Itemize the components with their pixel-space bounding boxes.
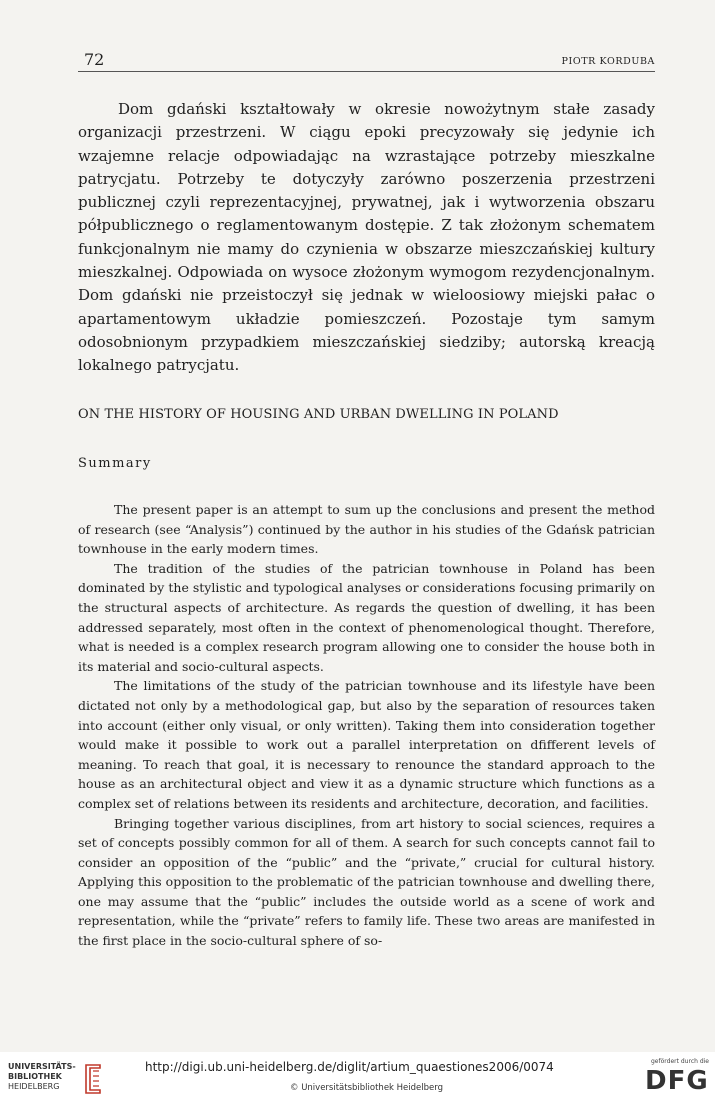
- summary-paragraph: The tradition of the studies of the patrician townhouse in Poland has been dominated by the stylistic and typological analyses or considerations focusing primarily on the structural aspects of architecture. As regards the question of dwelling, it has been addressed separately, most often in the context of phenomenological thought. Therefore, what is needed is a complex research program allowing one to consider the house both in its material and socio-cultural aspects.: [78, 560, 655, 674]
- library-name-line3: HEIDELBERG: [8, 1082, 60, 1091]
- summary-label: Summary: [78, 456, 152, 471]
- running-head-author: PIOTR KORDUBA: [561, 56, 655, 67]
- funder-note: gefördert durch die: [651, 1058, 709, 1065]
- summary-paragraph: The present paper is an attempt to sum up the conclusions and present the method of research (see “Analysis”) continued by the author in his studies of the Gdańsk patrician townhouse in the early modern times.: [78, 502, 655, 557]
- summary-text-block: [78, 500, 655, 951]
- header-rule: [78, 71, 655, 72]
- dfg-logo: DFG: [645, 1066, 709, 1096]
- library-name-line1: UNIVERSITÄTS-: [8, 1062, 76, 1071]
- copyright-notice: © Universitätsbibliothek Heidelberg: [290, 1083, 444, 1093]
- page-number: 72: [84, 50, 105, 69]
- running-head: [78, 50, 655, 72]
- library-emblem-icon: [82, 1063, 104, 1095]
- polish-paragraph: Dom gdański kształtowały w okresie nowożytnym stałe zasady organizacji przestrzeni. W ciągu epoki precyzowały się jedynie ich wzajemne relacje odpowiadając na wzrastające potrzeby mieszkalne patrycjatu. Potrzeby te dotyczyły zarówno poszerzenia przestrzeni publicznej czyli reprezentacyjnej, prywatnej, jak i wytworzenia obszaru półpublicznego o reglamentowanym dostępie. Z tak złożonym schematem funkcjonalnym nie mamy do czynienia w obszarze mieszczańskiej kultury mieszkalnej. Odpowiada on wysoce złożonym wymogom rezydencjonalnym. Dom gdański nie przeistoczył się jednak w wieloosiowy miejski pałac o apartamentowym układzie pomieszczeń. Pozostaje tym samym odosobnionym przypadkiem mieszczańskiej siedziby; autorską kreacją lokalnego patrycjatu.: [78, 100, 655, 375]
- library-name-line2: BIBLIOTHEK: [8, 1072, 62, 1081]
- section-heading: ON THE HISTORY OF HOUSING AND URBAN DWELLING IN POLAND: [78, 407, 559, 422]
- summary-paragraph: Bringing together various disciplines, from art history to social sciences, requires a set of concepts possibly common for all of them. A search for such concepts cannot fail to consider an opposition of the “public” and the “private,” crucial for cultural history. Applying this opposition to the problematic of the patrician townhouse and dwelling there, one may assume that the “public” includes the outside world as a scene of work and representation, while the “private” refers to family life. These two areas are manifested in the first place in the socio-cultural sphere of so-: [78, 815, 655, 949]
- library-logo: [8, 1062, 123, 1098]
- polish-text-block: [78, 98, 655, 378]
- footer-bar: [0, 1052, 715, 1105]
- summary-paragraph: The limitations of the study of the patrician townhouse and its lifestyle have been dictated not only by a methodological gap, but also by the separation of resources taken into account (either only visual, or only written). Taking them into consideration together would make it possible to work out a parallel interpretation on dfifferent levels of meaning. To reach that goal, it is necessary to renounce the standard approach to the house as an architectural object and view it as a dynamic structure which functions as a complex set of relations between its residents and architecture, decoration, and facilities.: [78, 678, 655, 811]
- digital-copy-link[interactable]: http://digi.ub.uni-heidelberg.de/diglit/artium_quaestiones2006/0074: [145, 1060, 554, 1074]
